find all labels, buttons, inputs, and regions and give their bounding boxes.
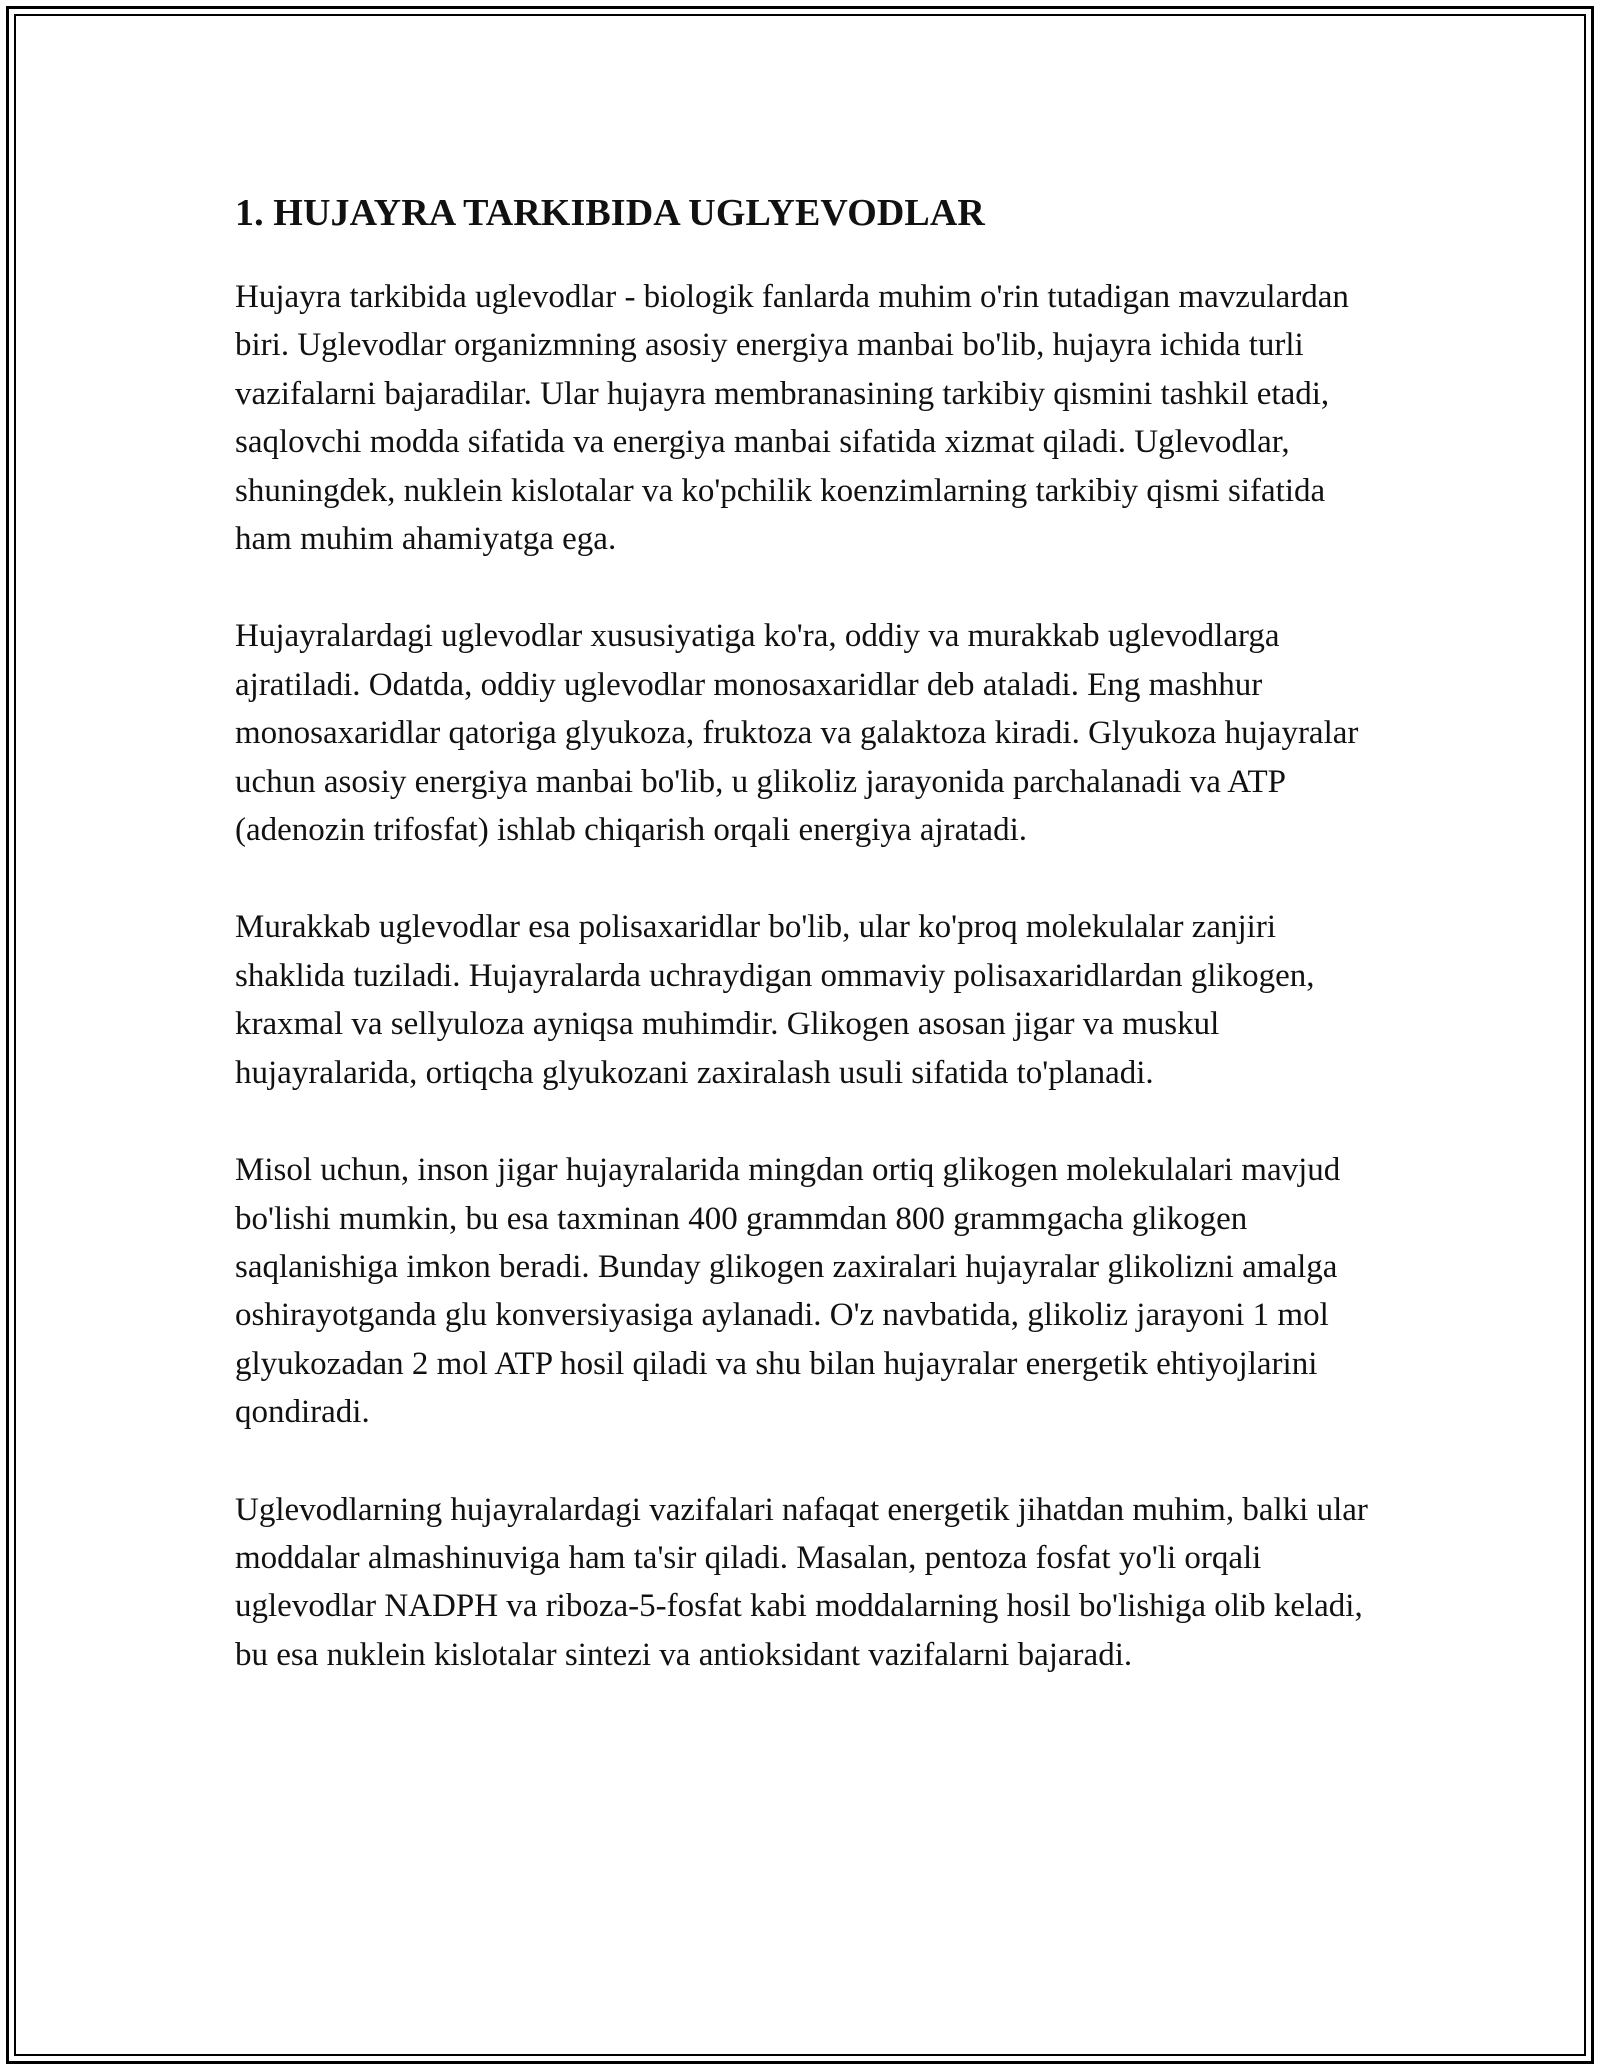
paragraph-metabolic-functions: Uglevodlarning hujayralardagi vazifalari nafaqat energetik jihatdan muhim, balki ular moddalar almashinuviga ham ta'sir qiladi. Masalan, pentoza fosfat yo'li orqali uglevodlar NADPH va riboza-5-fosfat kabi moddalarning hosil bo'lishiga olib keladi, bu esa nuklein kislotalar sintezi va antioksidant vazifalarni bajaradi. [235,1491,1368,1673]
paragraph-glycogen-example: Misol uchun, inson jigar hujayralarida mingdan ortiq glikogen molekulalari mavjud bo'lishi mumkin, bu esa taxminan 400 grammdan 800 grammgacha glikogen saqlanishiga imkon beradi. Bunday glikogen zaxiralari hujayralar glikolizni amalga oshirayotganda glu konversiyasiga aylanadi. O'z navbatida, glikoliz jarayoni 1 mol glyukozadan 2 mol ATP hosil qiladi va shu bilan hujayralar energetik ehtiyojlarini qondiradi. [235,1152,1341,1431]
paragraph-complex-carbohydrates: Murakkab uglevodlar esa polisaxaridlar bo'lib, ular ko'proq molekulalar zanjiri shaklida tuziladi. Hujayralarda uchraydigan ommaviy polisaxaridlardan glikogen, kraxmal va sellyuloza ayniqsa muhimdir. Glikogen asosan jigar va muskul hujayralarida, ortiqcha glyukozani zaxiralash usuli sifatida to'planadi. [235,909,1315,1091]
paragraph-intro: Hujayra tarkibida uglevodlar - biologik fanlarda muhim o'rin tutadigan mavzulardan biri. Uglevodlar organizmning asosiy energiya manbai bo'lib, hujayra ichida turli vazifalarni bajaradilar. Ular hujayra membranasining tarkibiy qismini tashkil etadi, saqlovchi modda sifatida va energiya manbai sifatida xizmat qiladi. Uglevodlar, shuningdek, nuklein kislotalar va ko'pchilik koenzimlarning tarkibiy qismi sifatida ham muhim ahamiyatga ega. [235,279,1349,558]
document-title: 1. HUJAYRA TARKIBIDA UGLYEVODLAR [235,192,985,234]
paragraph-simple-carbohydrates: Hujayralardagi uglevodlar xususiyatiga ko'ra, oddiy va murakkab uglevodlarga ajratiladi. Odatda, oddiy uglevodlar monosaxaridlar deb ataladi. Eng mashhur monosaxaridlar qatoriga glyukoza, fruktoza va galaktoza kiradi. Glyukoza hujayralar uchun asosiy energiya manbai bo'lib, u glikoliz jarayonida parchalanadi va ATP (adenozin trifosfat) ishlab chiqarish orqali energiya ajratadi. [235,618,1359,849]
document-body [235,183,1370,1728]
